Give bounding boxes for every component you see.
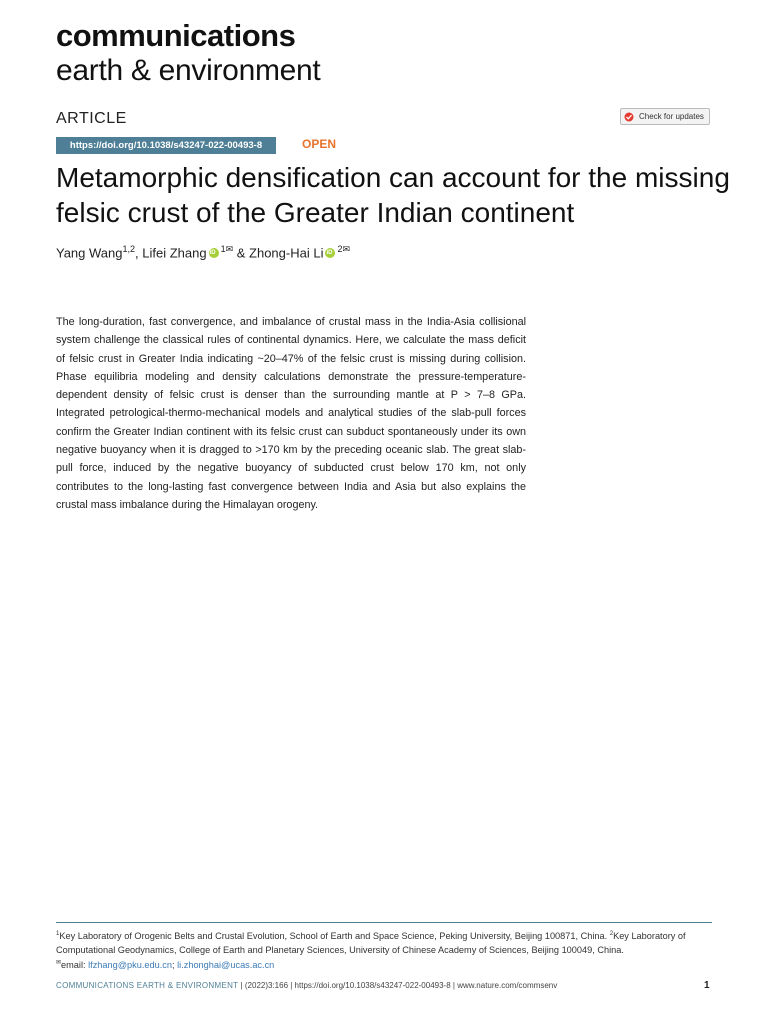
author-separator: , xyxy=(135,245,143,261)
affiliation-divider xyxy=(56,922,712,923)
email-label: email: xyxy=(61,960,89,971)
check-for-updates-button[interactable] xyxy=(620,108,710,125)
affiliation-2: Key Laboratory of Computational Geodynamics, College of Earth and Planetary Sciences, University of Chinese Academy of Sciences, Beijing 100049, China. xyxy=(56,931,686,955)
article-title: Metamorphic densification can account for the missing felsic crust of the Greater Indian continent xyxy=(56,162,730,228)
email-icon: ✉ xyxy=(56,960,62,967)
orcid-icon[interactable] xyxy=(209,248,219,258)
page-number: 1 xyxy=(704,980,710,991)
orcid-icon[interactable] xyxy=(325,248,335,258)
author-affiliation-sup: 2✉ xyxy=(337,244,351,254)
affiliation-1: Key Laboratory of Orogenic Belts and Crustal Evolution, School of Earth and Space Science, Peking University, Beijing 100871, China. xyxy=(59,931,610,942)
footer-journal: COMMUNICATIONS EARTH & ENVIRONMENT xyxy=(56,981,239,990)
article-type: ARTICLE xyxy=(56,110,127,127)
abstract: The long-duration, fast convergence, and imbalance of crustal mass in the India-Asia collisional system challenge the classical rules of continental dynamics. Here, we calculate the mass deficit of felsic crust in Greater India indicating ~20–47% of the felsic crust is missing during collision. Phase equilibria modeling and density calculations demonstrate the pressure-temperature-dependent density of felsic crust is denser than the surrounding mantle at P > 7–8 GPa. Integrated petrological-thermo-mechanical models and analytical studies of the slab-pull forces confirm the Greater Indian continent with its felsic crust can subduct spontaneously under its own negative buoyancy when it is dragged to >170 km by the preceding oceanic slab. The great slab-pull force, induced by the negative buoyancy of subducted crust below 170 km, not only contributes to the long-lasting fast convergence between India and Asia but also explains the crustal mass imbalance during the Himalayan orogeny. xyxy=(56,316,526,511)
page-footer xyxy=(56,981,557,990)
crossmark-icon xyxy=(624,112,634,122)
author-separator: & xyxy=(233,245,250,261)
email-link-1[interactable]: lfzhang@pku.edu.cn xyxy=(88,960,172,971)
email-separator: ; xyxy=(172,960,178,971)
author-name[interactable]: Zhong-Hai Li xyxy=(249,245,324,261)
journal-name: communications xyxy=(56,18,296,53)
author-affiliation-sup: 1,2 xyxy=(122,244,136,254)
affiliation-sup: 2 xyxy=(609,931,614,937)
affiliations xyxy=(56,928,716,973)
author-affiliation-sup: 1✉ xyxy=(220,244,234,254)
footer-citation: | (2022)3:166 | https://doi.org/10.1038/s43247-022-00493-8 | www.nature.com/commsenv xyxy=(238,981,558,990)
author-name[interactable]: Yang Wang xyxy=(56,245,123,261)
email-link-2[interactable]: li.zhonghai@ucas.ac.cn xyxy=(177,960,275,971)
open-access-label: OPEN xyxy=(302,137,337,151)
affiliation-sup: 1 xyxy=(56,931,60,937)
journal-subtitle: earth & environment xyxy=(56,54,321,87)
check-for-updates-label: Check for updates xyxy=(639,112,704,121)
author-name[interactable]: Lifei Zhang xyxy=(142,245,207,261)
doi-link[interactable]: https://doi.org/10.1038/s43247-022-00493-8 xyxy=(56,137,276,154)
author-list xyxy=(56,244,350,260)
